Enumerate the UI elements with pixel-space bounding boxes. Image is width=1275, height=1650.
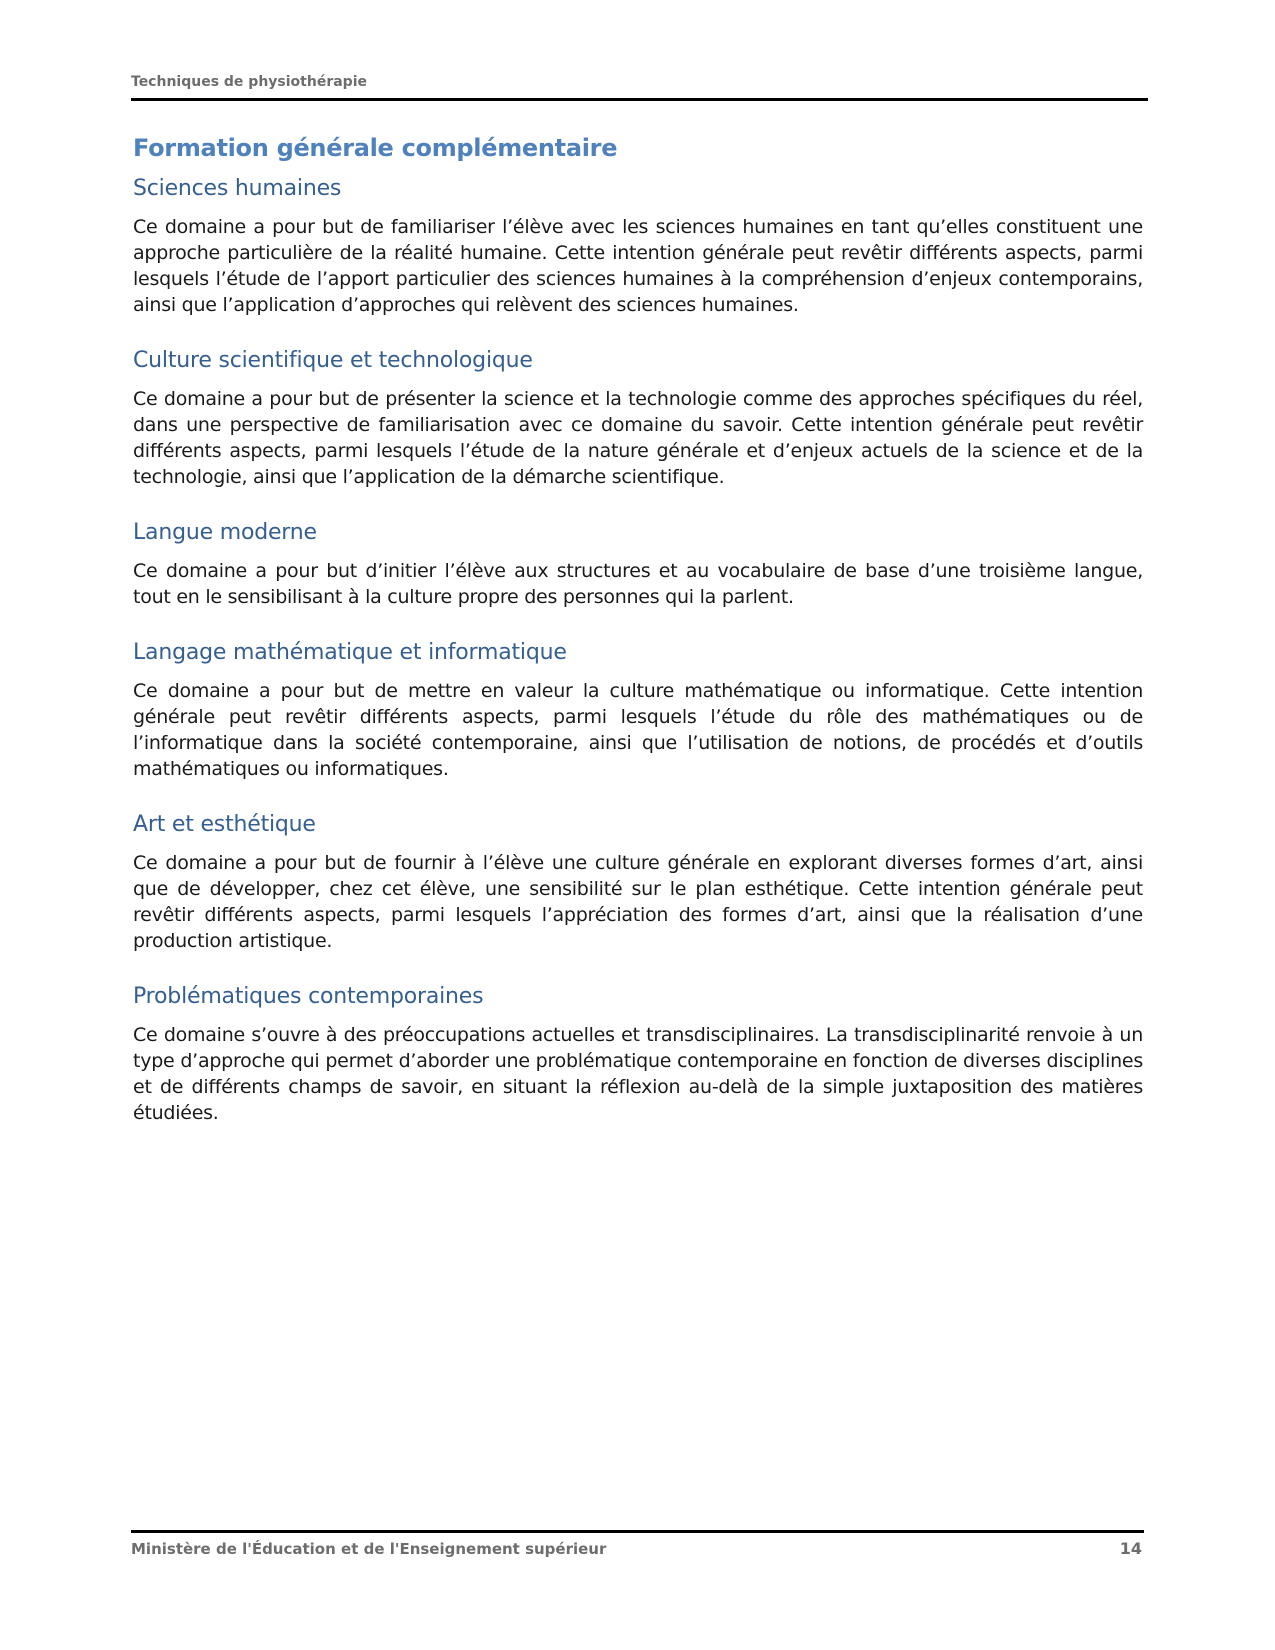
section-langage-mathematique bbox=[133, 638, 1143, 782]
section-paragraph: Ce domaine s’ouvre à des préoccupations actuelles et transdisciplinaires. La transdisciplinarité renvoie à un type d’approche qui permet d’aborder une problématique contemporaine en fonction de diverses disciplines et de différents champs de savoir, en situant la réflexion au-delà de la simple juxtaposition des matières étudiées. bbox=[133, 1024, 1143, 1124]
section-problematiques-contemporaines bbox=[133, 982, 1143, 1126]
section-heading: Langue moderne bbox=[133, 520, 317, 545]
document-content bbox=[133, 132, 1143, 1154]
section-paragraph: Ce domaine a pour but de présenter la science et la technologie comme des approches spécifiques du réel, dans une perspective de familiarisation avec ce domaine du savoir. Cette intention générale peut revêtir différents aspects, parmi lesquels l’étude de la nature générale et d’enjeux actuels de la science et de la technologie, ainsi que l’application de la démarche scientifique. bbox=[133, 388, 1143, 488]
page-number: 14 bbox=[1119, 1539, 1142, 1558]
section-langue-moderne bbox=[133, 518, 1143, 610]
page-header bbox=[131, 74, 1148, 101]
page-footer bbox=[131, 1530, 1144, 1559]
section-paragraph: Ce domaine a pour but d’initier l’élève aux structures et au vocabulaire de base d’une troisième langue, tout en le sensibilisant à la culture propre des personnes qui la parlent. bbox=[133, 560, 1143, 608]
section-art-esthetique bbox=[133, 810, 1143, 954]
footer-publisher: Ministère de l'Éducation et de l'Enseignement supérieur bbox=[131, 1540, 607, 1558]
section-heading: Sciences humaines bbox=[133, 176, 342, 201]
section-heading: Culture scientifique et technologique bbox=[133, 348, 533, 373]
running-header-title: Techniques de physiothérapie bbox=[131, 74, 367, 90]
section-paragraph: Ce domaine a pour but de fournir à l’élève une culture générale en explorant diverses formes d’art, ainsi que de développer, chez cet élève, une sensibilité sur le plan esthétique. Cette intention générale peut revêtir différents aspects, parmi lesquels l’appréciation des formes d’art, ainsi que la réalisation d’une production artistique. bbox=[133, 852, 1143, 952]
section-paragraph: Ce domaine a pour but de mettre en valeur la culture mathématique ou informatique. Cette intention générale peut revêtir différents aspects, parmi lesquels l’étude du rôle des mathématiques ou de l’informatique dans la société contemporaine, ainsi que l’utilisation de notions, de procédés et d’outils mathématiques ou informatiques. bbox=[133, 680, 1143, 780]
section-heading: Langage mathématique et informatique bbox=[133, 640, 567, 665]
section-paragraph: Ce domaine a pour but de familiariser l’élève avec les sciences humaines en tant qu’elles constituent une approche particulière de la réalité humaine. Cette intention générale peut revêtir différents aspects, parmi lesquels l’étude de l’apport particulier des sciences humaines à la compréhension d’enjeux contemporains, ainsi que l’application d’approches qui relèvent des sciences humaines. bbox=[133, 216, 1143, 316]
section-culture-scientifique bbox=[133, 346, 1143, 490]
section-heading: Art et esthétique bbox=[133, 812, 316, 837]
section-heading: Problématiques contemporaines bbox=[133, 984, 484, 1009]
section-sciences-humaines bbox=[133, 174, 1143, 318]
page-title: Formation générale complémentaire bbox=[133, 134, 618, 162]
